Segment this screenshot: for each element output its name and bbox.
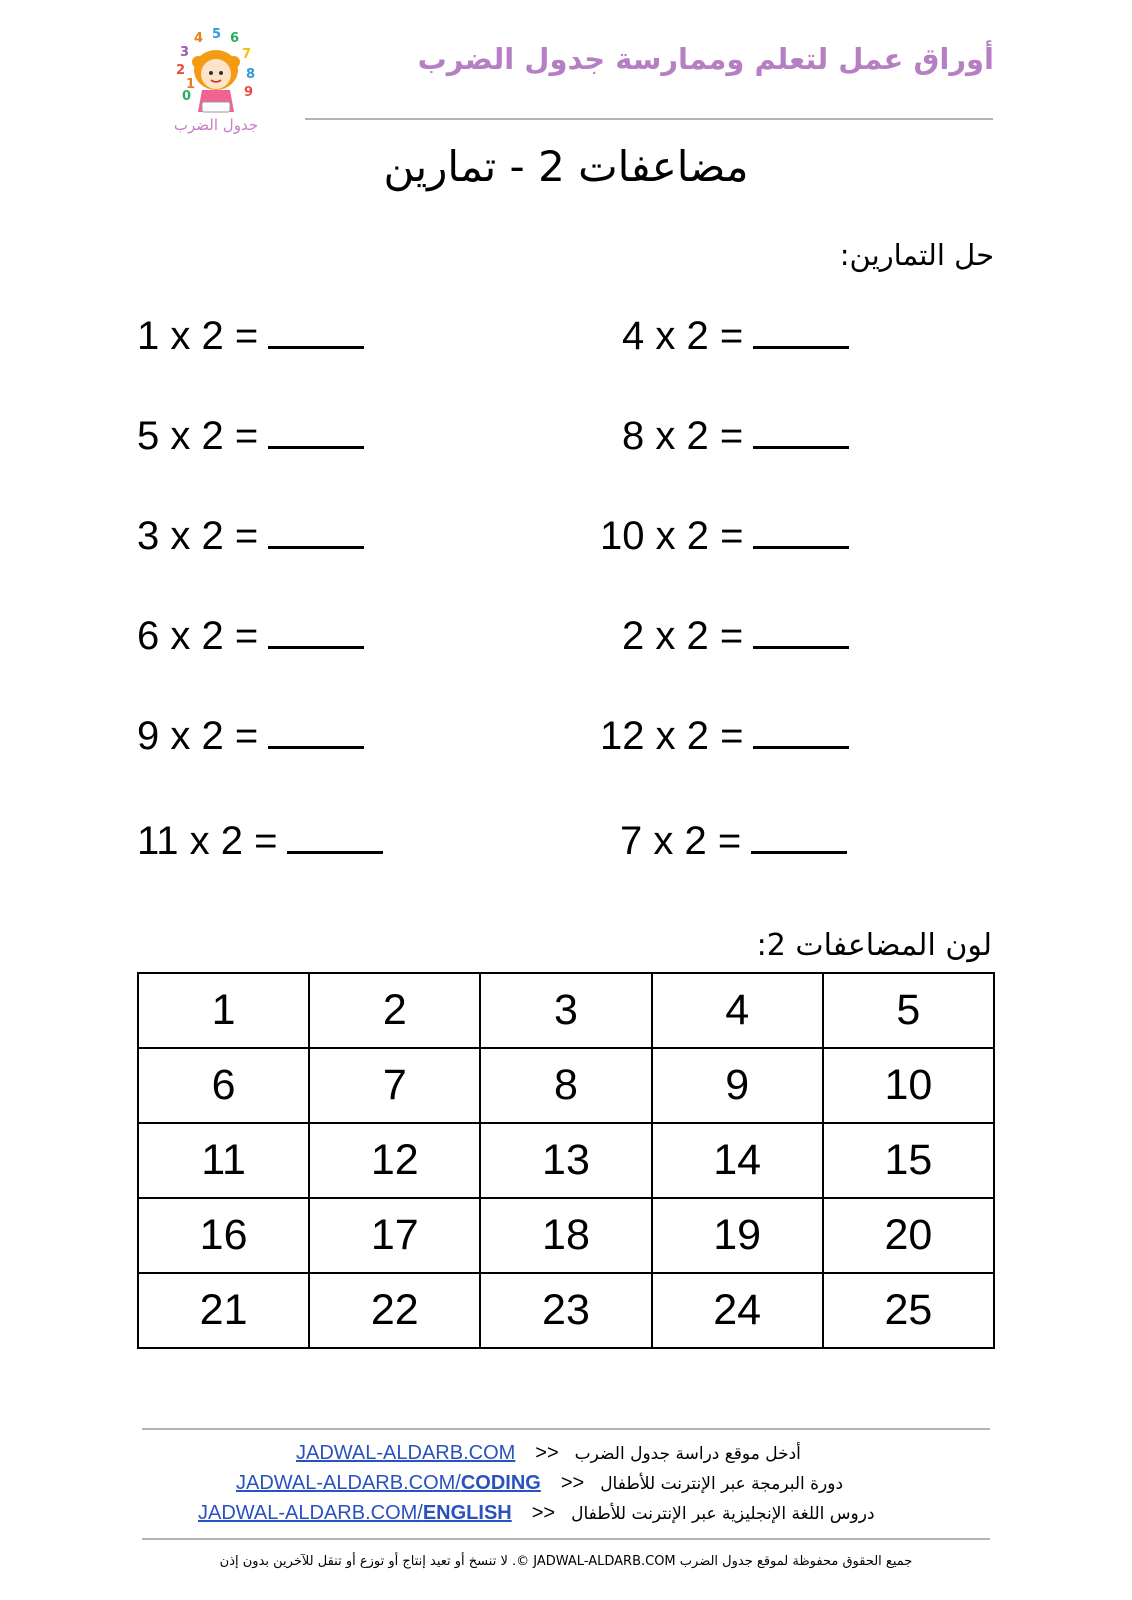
grid-row bbox=[138, 973, 994, 1048]
problem-text: 7 x 2 = bbox=[620, 819, 742, 863]
logo-digit: 2 bbox=[176, 63, 186, 78]
answer-blank[interactable] bbox=[268, 410, 364, 449]
arrows-icon: >> bbox=[531, 1502, 556, 1524]
grid-cell[interactable]: 23 bbox=[480, 1273, 651, 1348]
answer-blank[interactable] bbox=[268, 710, 364, 749]
answer-blank[interactable] bbox=[753, 610, 849, 649]
number-grid bbox=[137, 972, 995, 1349]
coding-link[interactable]: JADWAL-ALDARB.COM/CODING bbox=[236, 1472, 541, 1494]
problem-text: 8 x 2 = bbox=[622, 414, 744, 458]
problem-item bbox=[137, 310, 364, 360]
logo-digit: 5 bbox=[212, 28, 222, 42]
grid-row bbox=[138, 1198, 994, 1273]
grid-cell[interactable]: 19 bbox=[652, 1198, 823, 1273]
instruction-text: حل التمارين: bbox=[839, 238, 994, 272]
problem-item bbox=[137, 815, 383, 865]
grid-cell[interactable]: 10 bbox=[823, 1048, 994, 1123]
grid-row bbox=[138, 1273, 994, 1348]
grid-cell[interactable]: 4 bbox=[652, 973, 823, 1048]
footer-link-row bbox=[296, 1440, 801, 1467]
answer-blank[interactable] bbox=[268, 510, 364, 549]
grid-cell[interactable]: 3 bbox=[480, 973, 651, 1048]
footer-divider bbox=[142, 1538, 990, 1540]
problem-item bbox=[622, 310, 849, 360]
grid-row bbox=[138, 1048, 994, 1123]
grid-cell[interactable]: 11 bbox=[138, 1123, 309, 1198]
link-description: دورة البرمجة عبر الإنترنت للأطفال bbox=[600, 1474, 844, 1494]
footer-link-row bbox=[198, 1500, 875, 1527]
problem-item bbox=[622, 410, 849, 460]
grid-cell[interactable]: 2 bbox=[309, 973, 480, 1048]
problem-item bbox=[137, 510, 364, 560]
problem-text: 12 x 2 = bbox=[600, 714, 744, 758]
problem-text: 11 x 2 = bbox=[137, 819, 278, 863]
problem-item bbox=[620, 815, 847, 865]
grid-cell[interactable]: 6 bbox=[138, 1048, 309, 1123]
header-title: أوراق عمل لتعلم وممارسة جدول الضرب bbox=[417, 42, 994, 76]
link-description: أدخل موقع دراسة جدول الضرب bbox=[574, 1444, 801, 1464]
problem-item bbox=[622, 610, 849, 660]
logo-digit: 6 bbox=[230, 31, 240, 46]
page-title: مضاعفات 2 - تمارين bbox=[383, 142, 749, 191]
answer-blank[interactable] bbox=[753, 410, 849, 449]
grid-cell[interactable]: 7 bbox=[309, 1048, 480, 1123]
problem-item bbox=[137, 410, 364, 460]
grid-cell[interactable]: 1 bbox=[138, 973, 309, 1048]
answer-blank[interactable] bbox=[753, 310, 849, 349]
grid-cell[interactable]: 9 bbox=[652, 1048, 823, 1123]
grid-cell[interactable]: 21 bbox=[138, 1273, 309, 1348]
copyright-text: جميع الحقوق محفوظة لموقع جدول الضرب JADWAL-ALDARB.COM ©. لا تنسخ أو تعيد إنتاج أو توزع أو تنقل للآخرين بدون إذن bbox=[219, 1554, 913, 1569]
site-link[interactable]: JADWAL-ALDARB.COM bbox=[296, 1442, 516, 1464]
logo-caption: جدول الضرب bbox=[173, 116, 259, 134]
logo-digit: 4 bbox=[194, 31, 204, 46]
logo-digit: 8 bbox=[246, 67, 256, 82]
grid-cell[interactable]: 5 bbox=[823, 973, 994, 1048]
problem-item bbox=[137, 610, 364, 660]
problem-item bbox=[137, 710, 364, 760]
grid-cell[interactable]: 25 bbox=[823, 1273, 994, 1348]
answer-blank[interactable] bbox=[268, 310, 364, 349]
problem-item bbox=[600, 510, 849, 560]
arrows-icon: >> bbox=[560, 1472, 585, 1494]
answer-blank[interactable] bbox=[268, 610, 364, 649]
problem-text: 3 x 2 = bbox=[137, 514, 259, 558]
grid-cell[interactable]: 14 bbox=[652, 1123, 823, 1198]
grid-cell[interactable]: 20 bbox=[823, 1198, 994, 1273]
problem-text: 9 x 2 = bbox=[137, 714, 259, 758]
arrows-icon: >> bbox=[535, 1442, 559, 1464]
problem-text: 1 x 2 = bbox=[137, 314, 259, 358]
logo-digit: 7 bbox=[242, 47, 252, 62]
grid-cell[interactable]: 12 bbox=[309, 1123, 480, 1198]
grid-cell[interactable]: 15 bbox=[823, 1123, 994, 1198]
header-divider bbox=[305, 118, 993, 120]
grid-cell[interactable]: 13 bbox=[480, 1123, 651, 1198]
logo-digit: 0 bbox=[182, 89, 192, 104]
answer-blank[interactable] bbox=[287, 815, 383, 854]
logo-digit: 1 bbox=[186, 77, 196, 92]
problem-text: 4 x 2 = bbox=[622, 314, 744, 358]
answer-blank[interactable] bbox=[753, 710, 849, 749]
problem-item bbox=[600, 710, 849, 760]
problem-text: 6 x 2 = bbox=[137, 614, 259, 658]
footer-divider bbox=[142, 1428, 990, 1430]
problem-text: 5 x 2 = bbox=[137, 414, 259, 458]
color-instruction: لون المضاعفات 2: bbox=[756, 928, 992, 963]
grid-cell[interactable]: 8 bbox=[480, 1048, 651, 1123]
answer-blank[interactable] bbox=[751, 815, 847, 854]
link-description: دروس اللغة الإنجليزية عبر الإنترنت للأطفال bbox=[571, 1504, 875, 1524]
grid-cell[interactable]: 16 bbox=[138, 1198, 309, 1273]
problem-text: 2 x 2 = bbox=[622, 614, 744, 658]
english-link[interactable]: JADWAL-ALDARB.COM/ENGLISH bbox=[198, 1502, 512, 1524]
grid-cell[interactable]: 24 bbox=[652, 1273, 823, 1348]
grid-cell[interactable]: 22 bbox=[309, 1273, 480, 1348]
answer-blank[interactable] bbox=[753, 510, 849, 549]
logo-digit: 9 bbox=[244, 85, 254, 100]
grid-cell[interactable]: 18 bbox=[480, 1198, 651, 1273]
grid-cell[interactable]: 17 bbox=[309, 1198, 480, 1273]
problem-text: 10 x 2 = bbox=[600, 514, 744, 558]
logo-digit: 3 bbox=[180, 45, 190, 60]
footer-link-row bbox=[236, 1470, 843, 1497]
grid-row bbox=[138, 1123, 994, 1198]
